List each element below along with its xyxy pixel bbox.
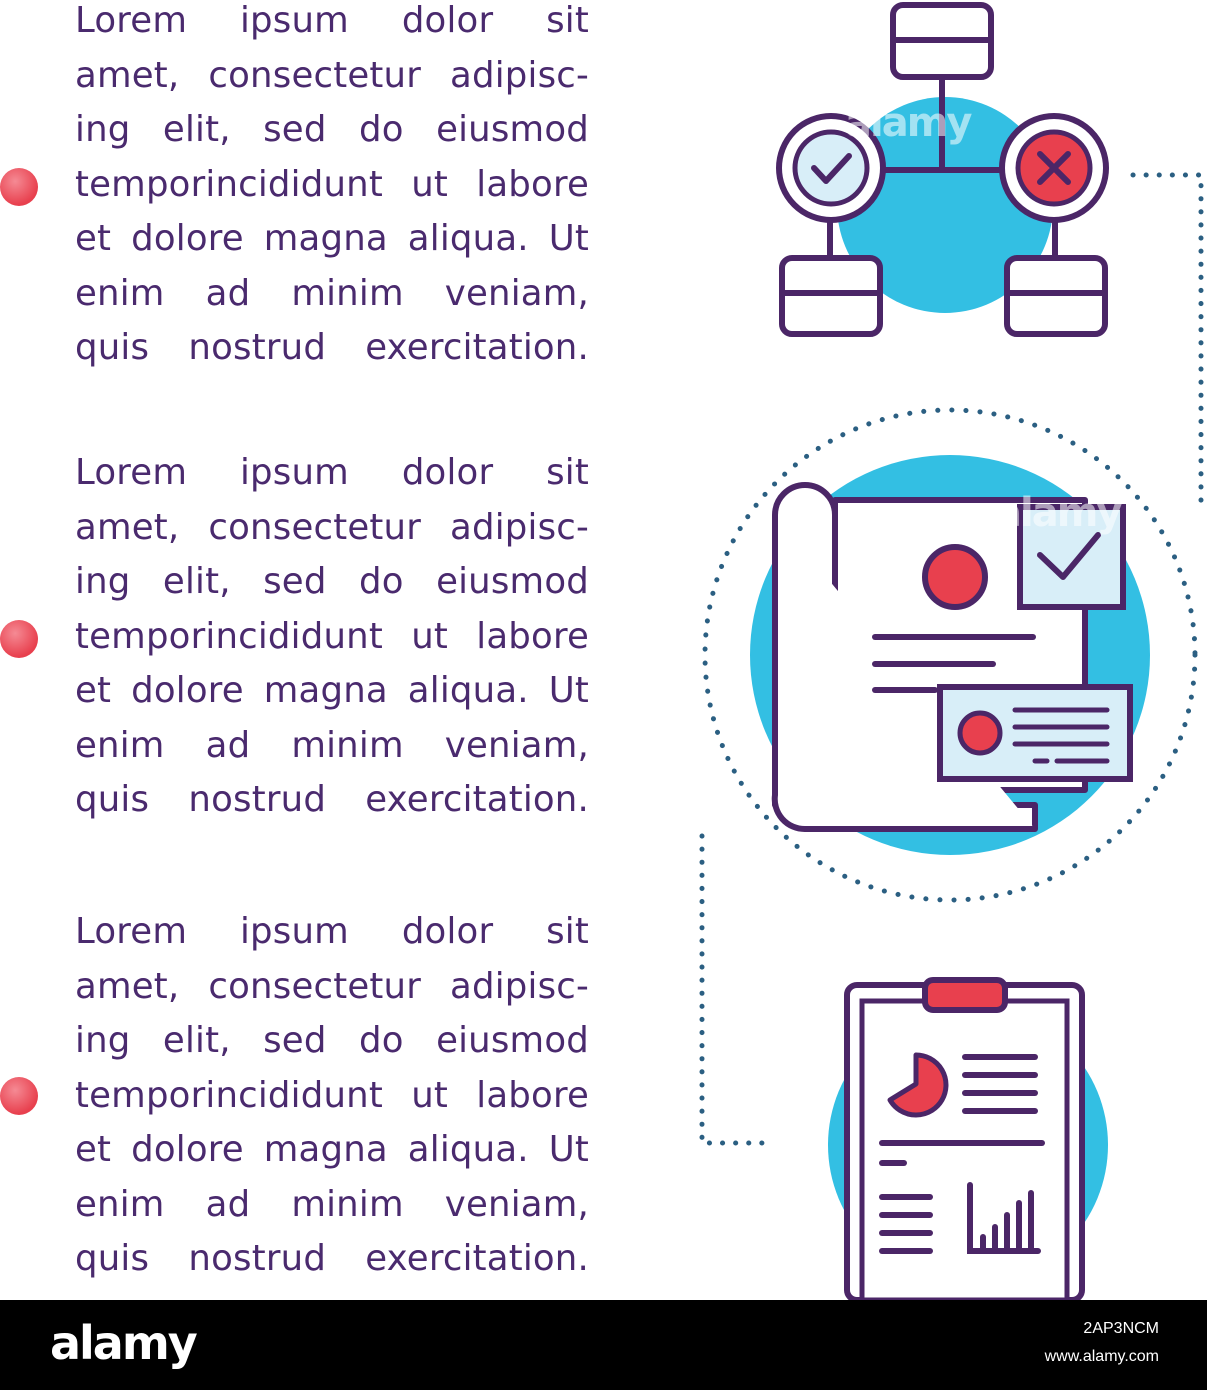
paragraph-line: amet, consectetur adipisc-: [75, 54, 589, 96]
paragraph-line: amet, consectetur adipisc-: [75, 965, 589, 1007]
paragraph-line: enim ad minim veniam,: [75, 1183, 589, 1225]
paragraph-line: Lorem ipsum dolor sit: [75, 0, 589, 41]
paragraph-1: [75, 0, 589, 376]
paragraph-line: ing elit, sed do eiusmod: [75, 1020, 589, 1061]
report-clipboard-icon: [820, 975, 1120, 1300]
watermark-url: www.alamy.com: [1044, 1348, 1159, 1365]
paragraph-line: quis nostrud exercitation.: [75, 327, 589, 368]
paragraph-line: quis nostrud exercitation.: [75, 1238, 589, 1279]
alamy-logo: alamy: [50, 1316, 196, 1370]
bullet-dot-1: [0, 168, 38, 206]
paragraph-line: et dolore magna aliqua. Ut: [75, 218, 589, 259]
bullet-dot-3: [0, 1077, 38, 1115]
paragraph-line: enim ad minim veniam,: [75, 272, 589, 314]
paragraph-line: enim ad minim veniam,: [75, 724, 589, 766]
document-approval-icon: [695, 405, 1205, 910]
paragraph-line: temporincididunt ut labore: [75, 1074, 589, 1116]
watermark-footer: [0, 1300, 1207, 1390]
bullet-dot-2: [0, 620, 38, 658]
paragraph-line: amet, consectetur adipisc-: [75, 506, 589, 548]
paragraph-line: temporincididunt ut labore: [75, 163, 589, 205]
paragraph-3: [75, 905, 589, 1287]
paragraph-line: quis nostrud exercitation.: [75, 779, 589, 820]
paragraph-line: ing elit, sed do eiusmod: [75, 109, 589, 150]
overlay-watermark: alamy: [995, 490, 1121, 536]
paragraph-line: temporincididunt ut labore: [75, 615, 589, 657]
paragraph-line: ing elit, sed do eiusmod: [75, 561, 589, 602]
paragraph-2: [75, 446, 589, 828]
paragraph-line: Lorem ipsum dolor sit: [75, 911, 589, 952]
image-id: 2AP3NCM: [1083, 1320, 1159, 1337]
paragraph-line: et dolore magna aliqua. Ut: [75, 670, 589, 711]
overlay-watermark: alamy: [845, 100, 971, 146]
paragraph-line: et dolore magna aliqua. Ut: [75, 1129, 589, 1170]
flowchart-icon: [770, 0, 1115, 345]
paragraph-line: Lorem ipsum dolor sit: [75, 452, 589, 493]
